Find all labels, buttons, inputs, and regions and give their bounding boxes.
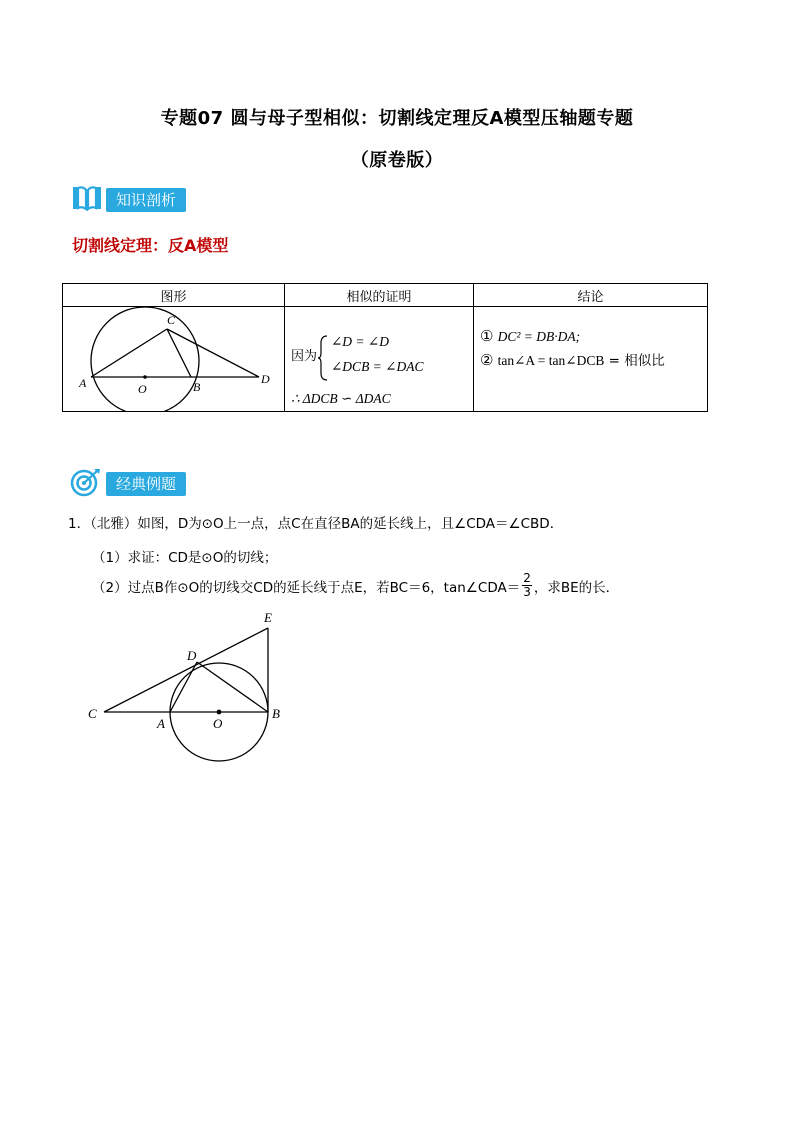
fraction-two-thirds: $\frac{2}{3}$ bbox=[523, 571, 531, 599]
problem-label-E: E bbox=[264, 610, 272, 625]
problem-label-B: B bbox=[272, 706, 280, 721]
table-header-proof: 相似的证明 bbox=[285, 284, 474, 307]
problem-part1: （1）求证：CD是⊙O的切线； bbox=[92, 550, 278, 566]
table-header-conclusion: 结论 bbox=[474, 284, 708, 307]
model-center-dot bbox=[143, 375, 147, 379]
model-label-B: B bbox=[193, 380, 201, 394]
conclusion-2: ② tan∠A = tan∠DCB = 相似比 bbox=[480, 351, 665, 369]
table-cell-conclusion bbox=[474, 307, 708, 412]
model-label-D: D bbox=[261, 372, 270, 386]
proof-therefore: ∴ ΔDCB ∽ ΔDAC bbox=[291, 391, 391, 406]
problem-part2: （2）过点B作⊙O的切线交CD的延长线于点E，若BC＝6，tan∠CDA＝ $\frac{2}{3}$ ，求BE的长． bbox=[92, 571, 620, 599]
proof-because: 因为 bbox=[291, 349, 318, 364]
model-heading: 切割线定理：反A模型 bbox=[72, 236, 229, 255]
model-label-C: C bbox=[167, 313, 176, 327]
model-label-A: A bbox=[79, 376, 87, 390]
model-table bbox=[62, 283, 708, 412]
proof-cond1: ∠D = ∠D bbox=[331, 334, 389, 349]
conclusion-1: ① DC² = DB·DA; bbox=[480, 327, 581, 345]
section-label-knowledge: 知识剖析 bbox=[106, 188, 186, 212]
problem-label-A: A bbox=[157, 716, 165, 731]
proof-cond2: ∠DCB = ∠DAC bbox=[331, 359, 424, 374]
problem-line-AD bbox=[170, 662, 197, 712]
problem-label-C: C bbox=[88, 706, 97, 721]
problem-stem: 1．（北雅）如图，D为⊙O上一点，点C在直径BA的延长线上，且∠CDA＝∠CBD． bbox=[68, 516, 564, 532]
page-title: 专题07 圆与母子型相似：切割线定理反A模型压轴题专题 bbox=[160, 108, 634, 129]
problem-figure bbox=[84, 608, 300, 764]
model-label-O: O bbox=[138, 382, 147, 396]
left-brace-icon bbox=[317, 335, 329, 381]
problem-line-DB bbox=[197, 662, 268, 712]
section-label-examples: 经典例题 bbox=[106, 472, 186, 496]
problem-label-O: O bbox=[213, 716, 223, 731]
table-cell-figure bbox=[63, 307, 285, 412]
table-header-figure: 图形 bbox=[63, 284, 285, 307]
target-icon bbox=[70, 467, 102, 501]
page-subtitle: （原卷版） bbox=[350, 150, 444, 171]
problem-center-dot bbox=[217, 710, 222, 715]
open-book-icon bbox=[72, 184, 102, 216]
problem-label-D: D bbox=[187, 648, 197, 663]
table-cell-proof bbox=[285, 307, 474, 412]
section-banner-knowledge bbox=[72, 186, 186, 214]
model-line-CB bbox=[167, 329, 191, 377]
model-figure bbox=[63, 307, 284, 411]
section-banner-examples bbox=[70, 470, 186, 498]
model-line-CD bbox=[167, 329, 259, 377]
model-line-AC bbox=[91, 329, 167, 377]
